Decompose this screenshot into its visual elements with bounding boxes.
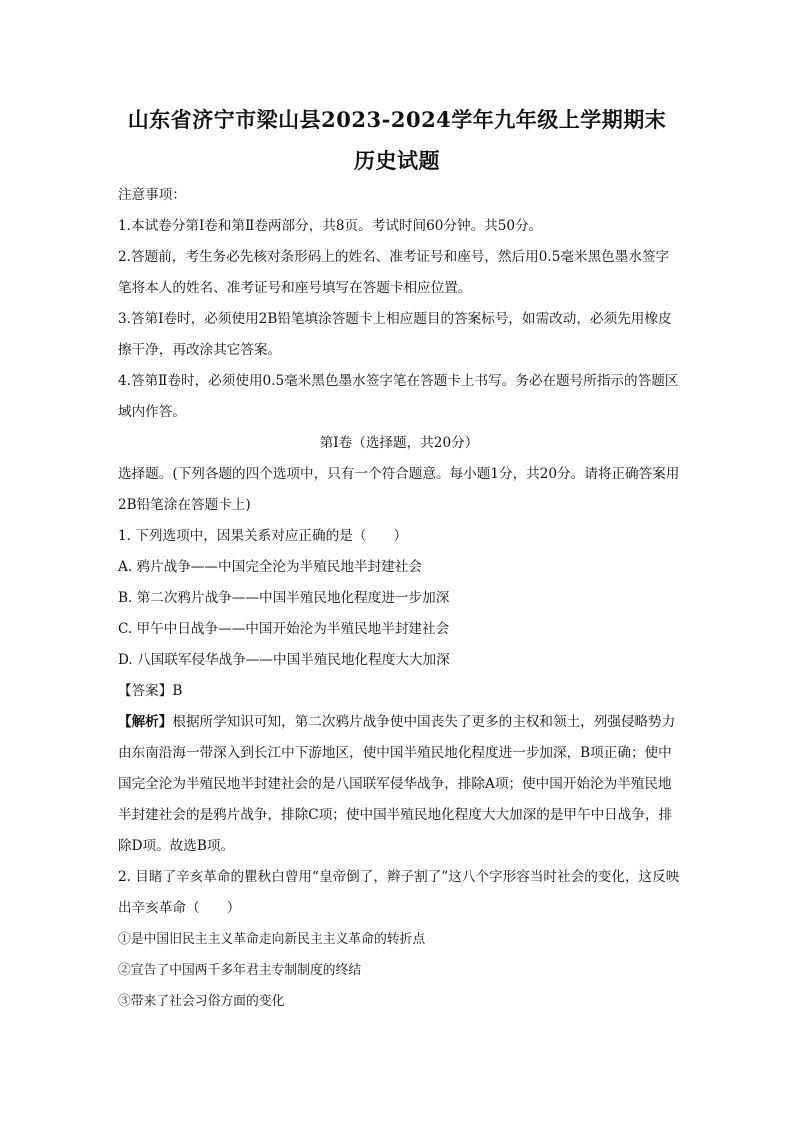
question-1-stem: 1. 下列选项中，因果关系对应正确的是（ ）	[118, 528, 408, 544]
question-2-stem: 2. 目睹了辛亥革命的瞿秋白曾用“皇帝倒了，辫子割了”这八个字形容当时社会的变化，这反映出辛亥革命（ ）	[118, 869, 680, 916]
section-title: 第Ⅰ卷（选择题，共20分）	[319, 435, 479, 451]
analysis-label: 【解析】	[118, 714, 173, 730]
notice-item: 3.答第Ⅰ卷时，必须使用2B铅笔填涂答题卡上相应题目的答案标号，如需改动，必须先用橡皮擦干净，再改涂其它答案。	[118, 311, 672, 358]
notice-item: 4.答第Ⅱ卷时，必须使用0.5毫米黑色墨水签字笔在答题卡上书写。务必在题号所指示的答题区域内作答。	[118, 373, 679, 420]
question-2-statement: ①是中国旧民主主义革命走向新民主主义革命的转折点	[118, 932, 426, 947]
question-1-option-a: A. 鸦片战争——中国完全沦为半殖民地半封建社会	[118, 559, 422, 575]
exam-body	[118, 180, 680, 1017]
notice-heading: 注意事项：	[118, 187, 186, 203]
exam-title: 山东省济宁市梁山县2023-2024学年九年级上学期期末	[127, 107, 667, 132]
exam-subject: 历史试题	[354, 148, 440, 173]
section-instructions: 选择题。(下列各题的四个选项中，只有一个符合题意。每小题1分，共20分。请将正确答案用2B铅笔涂在答题卡上)	[118, 466, 680, 513]
question-2-statement: ②宣告了中国两千多年君主专制制度的终结	[118, 963, 362, 978]
question-1-answer: 【答案】B	[118, 683, 183, 699]
question-1-option-b: B. 第二次鸦片战争——中国半殖民地化程度进一步加深	[118, 590, 450, 606]
question-1-option-c: C. 甲午中日战争——中国开始沦为半殖民地半封建社会	[118, 621, 450, 637]
question-1-option-d: D. 八国联军侵华战争——中国半殖民地化程度大大加深	[118, 652, 450, 668]
analysis-text: 根据所学知识可知，第二次鸦片战争使中国丧失了更多的主权和领土，列强侵略势力由东南沿海一带深入到长江中下游地区，使中国半殖民地化程度进一步加深，B项正确；使中国完全沦为半殖民地半封建社会的是八国联军侵华战争，排除A项；使中国开始沦为半殖民地半封建社会的是鸦片战争，排除C项；使中国半殖民地化程度大大加深的是甲午中日战争，排除D项。故选B项。	[118, 714, 676, 854]
question-2-statement: ③带来了社会习俗方面的变化	[118, 994, 285, 1009]
notice-item: 2.答题前，考生务必先核对条形码上的姓名、准考证号和座号，然后用0.5毫米黑色墨水签字笔将本人的姓名、准考证号和座号填写在答题卡相应位置。	[118, 249, 670, 296]
notice-item: 1.本试卷分第Ⅰ卷和第Ⅱ卷两部分，共8页。考试时间60分钟。共50分。	[118, 218, 543, 234]
question-1-analysis	[118, 707, 680, 862]
